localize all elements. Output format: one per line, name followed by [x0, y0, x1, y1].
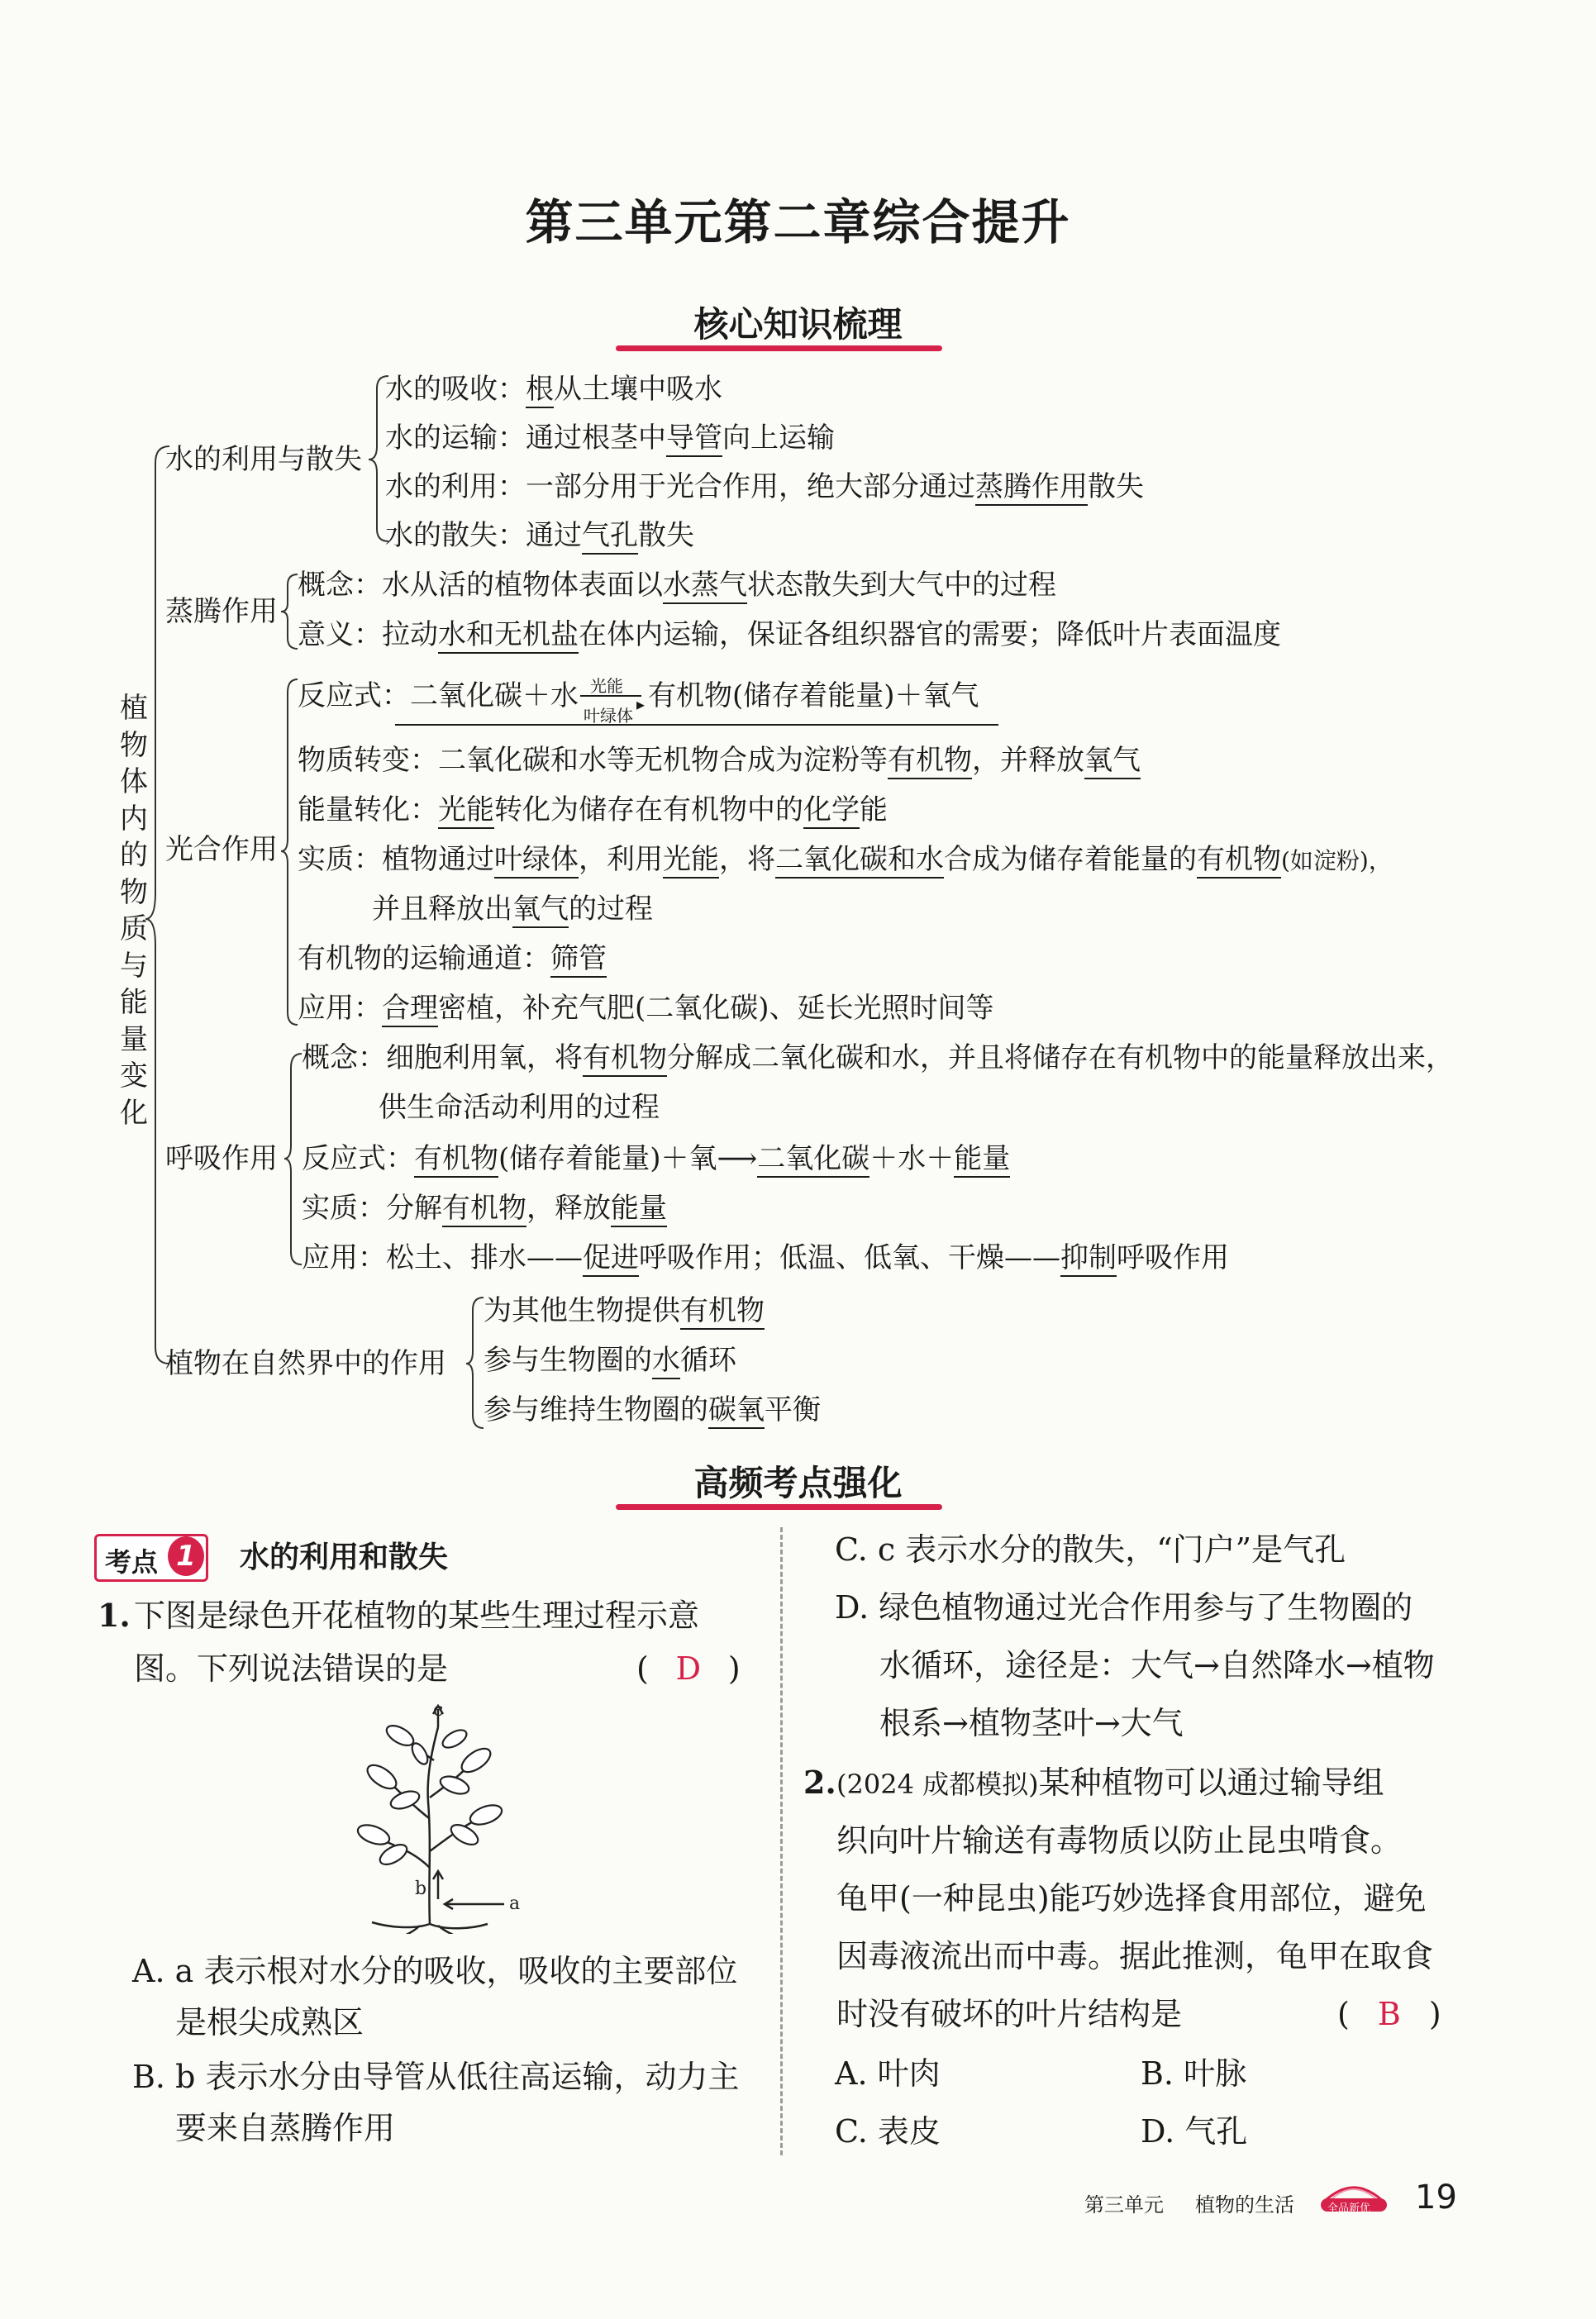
photosynthesis-essence-cont: 并且释放出氧气的过程 — [372, 893, 653, 926]
photosynthesis-matter: 物质转变：二氧化碳和水等无机物合成为淀粉等有机物，并释放氧气 — [298, 744, 1141, 777]
q2-option-c[interactable]: C. 表皮 — [835, 2113, 941, 2150]
q1-stem-line1: 下图是绿色开花植物的某些生理过程示意 — [134, 1598, 700, 1634]
q2-option-a[interactable]: A. 叶肉 — [835, 2055, 941, 2092]
q2-answer-bracket: ( B ) — [1337, 1985, 1441, 2043]
photosynthesis-energy: 能量转化：光能转化为储存在有机物中的化学能 — [298, 793, 888, 826]
equation-products: 有机物(储存着能量)＋氧气 — [648, 679, 979, 712]
photosynthesis-equation — [298, 676, 979, 726]
publisher-logo — [1316, 2174, 1392, 2215]
branch-nature-label: 植物在自然界中的作用 — [165, 1347, 446, 1380]
equation-reactants: 反应式：二氧化碳＋水 — [298, 679, 579, 712]
section-title: 高频考点强化 — [693, 1463, 903, 1503]
nature-item-water: 参与生物圈的水循环 — [484, 1344, 736, 1377]
photosynthesis-application: 应用：合理密植，补充气肥(二氧化碳)、延长光照时间等 — [298, 992, 994, 1025]
branch-photosynthesis-label: 光合作用 — [165, 833, 278, 866]
label-a: a — [509, 1893, 521, 1914]
q1-option-d-cont1: 水循环，途径是：大气→自然降水→植物 — [879, 1647, 1435, 1683]
q1-answer: D — [675, 1650, 702, 1687]
q1-answer-bracket: ( D ) — [636, 1640, 741, 1698]
respiration-equation: 反应式：有机物(储存着能量)＋氧⟶二氧化碳＋水＋能量 — [302, 1142, 1010, 1175]
nature-item-carbon: 参与维持生物圈的碳氧平衡 — [484, 1393, 821, 1426]
footer-topic: 植物的生活 — [1195, 2193, 1294, 2217]
transpiration-concept: 概念：水从活的植物体表面以水蒸气状态散失到大气中的过程 — [298, 569, 1056, 602]
page-title: 第三单元第二章综合提升 — [525, 194, 1071, 250]
water-use: 水的利用：一部分用于光合作用，绝大部分通过蒸腾作用散失 — [385, 470, 1144, 503]
q2-number: 2. — [803, 1764, 836, 1801]
q1-option-b-cont: 要来自蒸腾作用 — [175, 2110, 396, 2146]
label-c: c — [433, 1702, 444, 1721]
water-absorb: 水的吸收：根从土壤中吸水 — [385, 373, 722, 406]
plant-diagram — [322, 1702, 537, 1934]
section-underline — [616, 1504, 942, 1510]
q2-stem-line4: 因毒液流出而中毒。据此推测，龟甲在取食 — [836, 1938, 1434, 1974]
q2-option-b[interactable]: B. 叶脉 — [1141, 2055, 1247, 2092]
q2-stem-line3: 龟甲(一种昆虫)能巧妙选择食用部位，避免 — [836, 1880, 1427, 1917]
q2-answer: B — [1377, 1996, 1401, 2032]
nature-item-organic: 为其他生物提供有机物 — [484, 1294, 765, 1327]
branch-transpiration-label: 蒸腾作用 — [165, 595, 278, 628]
column-divider — [780, 1527, 783, 2155]
q1-option-d[interactable]: D. 绿色植物通过光合作用参与了生物圈的 — [835, 1589, 1413, 1626]
q1-option-a[interactable]: A. a 表示根对水分的吸收，吸收的主要部位 — [132, 1953, 738, 1989]
photosynthesis-channel: 有机物的运输通道：筛管 — [298, 942, 607, 975]
q2-option-d[interactable]: D. 气孔 — [1141, 2113, 1248, 2150]
branch-respiration-label: 呼吸作用 — [165, 1142, 278, 1175]
badge-number: 1 — [168, 1536, 204, 1576]
equation-arrow: 光能 ▸ 叶绿体 — [579, 679, 648, 712]
q1-option-d-cont2: 根系→植物茎叶→大气 — [879, 1705, 1184, 1741]
topic-title: 水的利用和散失 — [240, 1540, 449, 1574]
q1-option-c[interactable]: C. c 表示水分的散失，“门户”是气孔 — [835, 1531, 1346, 1568]
branch-water-label: 水的利用与散失 — [165, 443, 362, 476]
equation-condition-top: 光能 — [590, 676, 623, 696]
q1-stem-line2: 图。下列说法错误的是 — [134, 1650, 449, 1687]
equation-condition-bottom: 叶绿体 — [584, 706, 633, 726]
respiration-concept: 概念：细胞利用氧，将有机物分解成二氧化碳和水，并且将储存在有机物中的能量释放出来， — [302, 1041, 1454, 1074]
page-number: 19 — [1415, 2179, 1457, 2217]
q2-stem-line5: 时没有破坏的叶片结构是 — [836, 1996, 1183, 2032]
equation-underline — [395, 724, 998, 726]
q1-option-a-cont: 是根尖成熟区 — [175, 2004, 364, 2040]
topic-badge — [94, 1534, 208, 1582]
respiration-essence: 实质：分解有机物，释放能量 — [302, 1192, 667, 1225]
mindmap-root: 植物体内的物质与能量变化 — [120, 692, 148, 1130]
q1-number: 1. — [98, 1597, 131, 1634]
q2-stem-line1: (2024 成都模拟)某种植物可以通过输导组 — [836, 1764, 1384, 1801]
respiration-concept-cont: 供生命活动利用的过程 — [379, 1091, 660, 1124]
q1-option-b[interactable]: B. b 表示水分由导管从低往高运输，动力主 — [132, 2059, 740, 2095]
water-transport: 水的运输：通过根茎中导管向上运输 — [385, 421, 835, 455]
label-b: b — [415, 1879, 427, 1899]
footer-unit: 第三单元 — [1084, 2193, 1164, 2217]
respiration-application: 应用：松土、排水——促进呼吸作用；低温、低氧、干燥——抑制呼吸作用 — [302, 1241, 1229, 1274]
section-title: 核心知识梳理 — [693, 304, 903, 345]
section-heading-practice — [0, 1456, 1596, 1514]
q2-stem-line2: 织向叶片输送有毒物质以防止昆虫啃食。 — [836, 1822, 1403, 1859]
logo-text: 全品新优 — [1327, 2202, 1371, 2215]
water-loss: 水的散失：通过气孔散失 — [385, 519, 694, 552]
badge-word: 考点 — [105, 1546, 159, 1578]
transpiration-meaning: 意义：拉动水和无机盐在体内运输，保证各组织器官的需要；降低叶片表面温度 — [298, 618, 1281, 651]
photosynthesis-essence: 实质：植物通过叶绿体，利用光能，将二氧化碳和水合成为储存着能量的有机物(如淀粉)， — [298, 843, 1392, 878]
